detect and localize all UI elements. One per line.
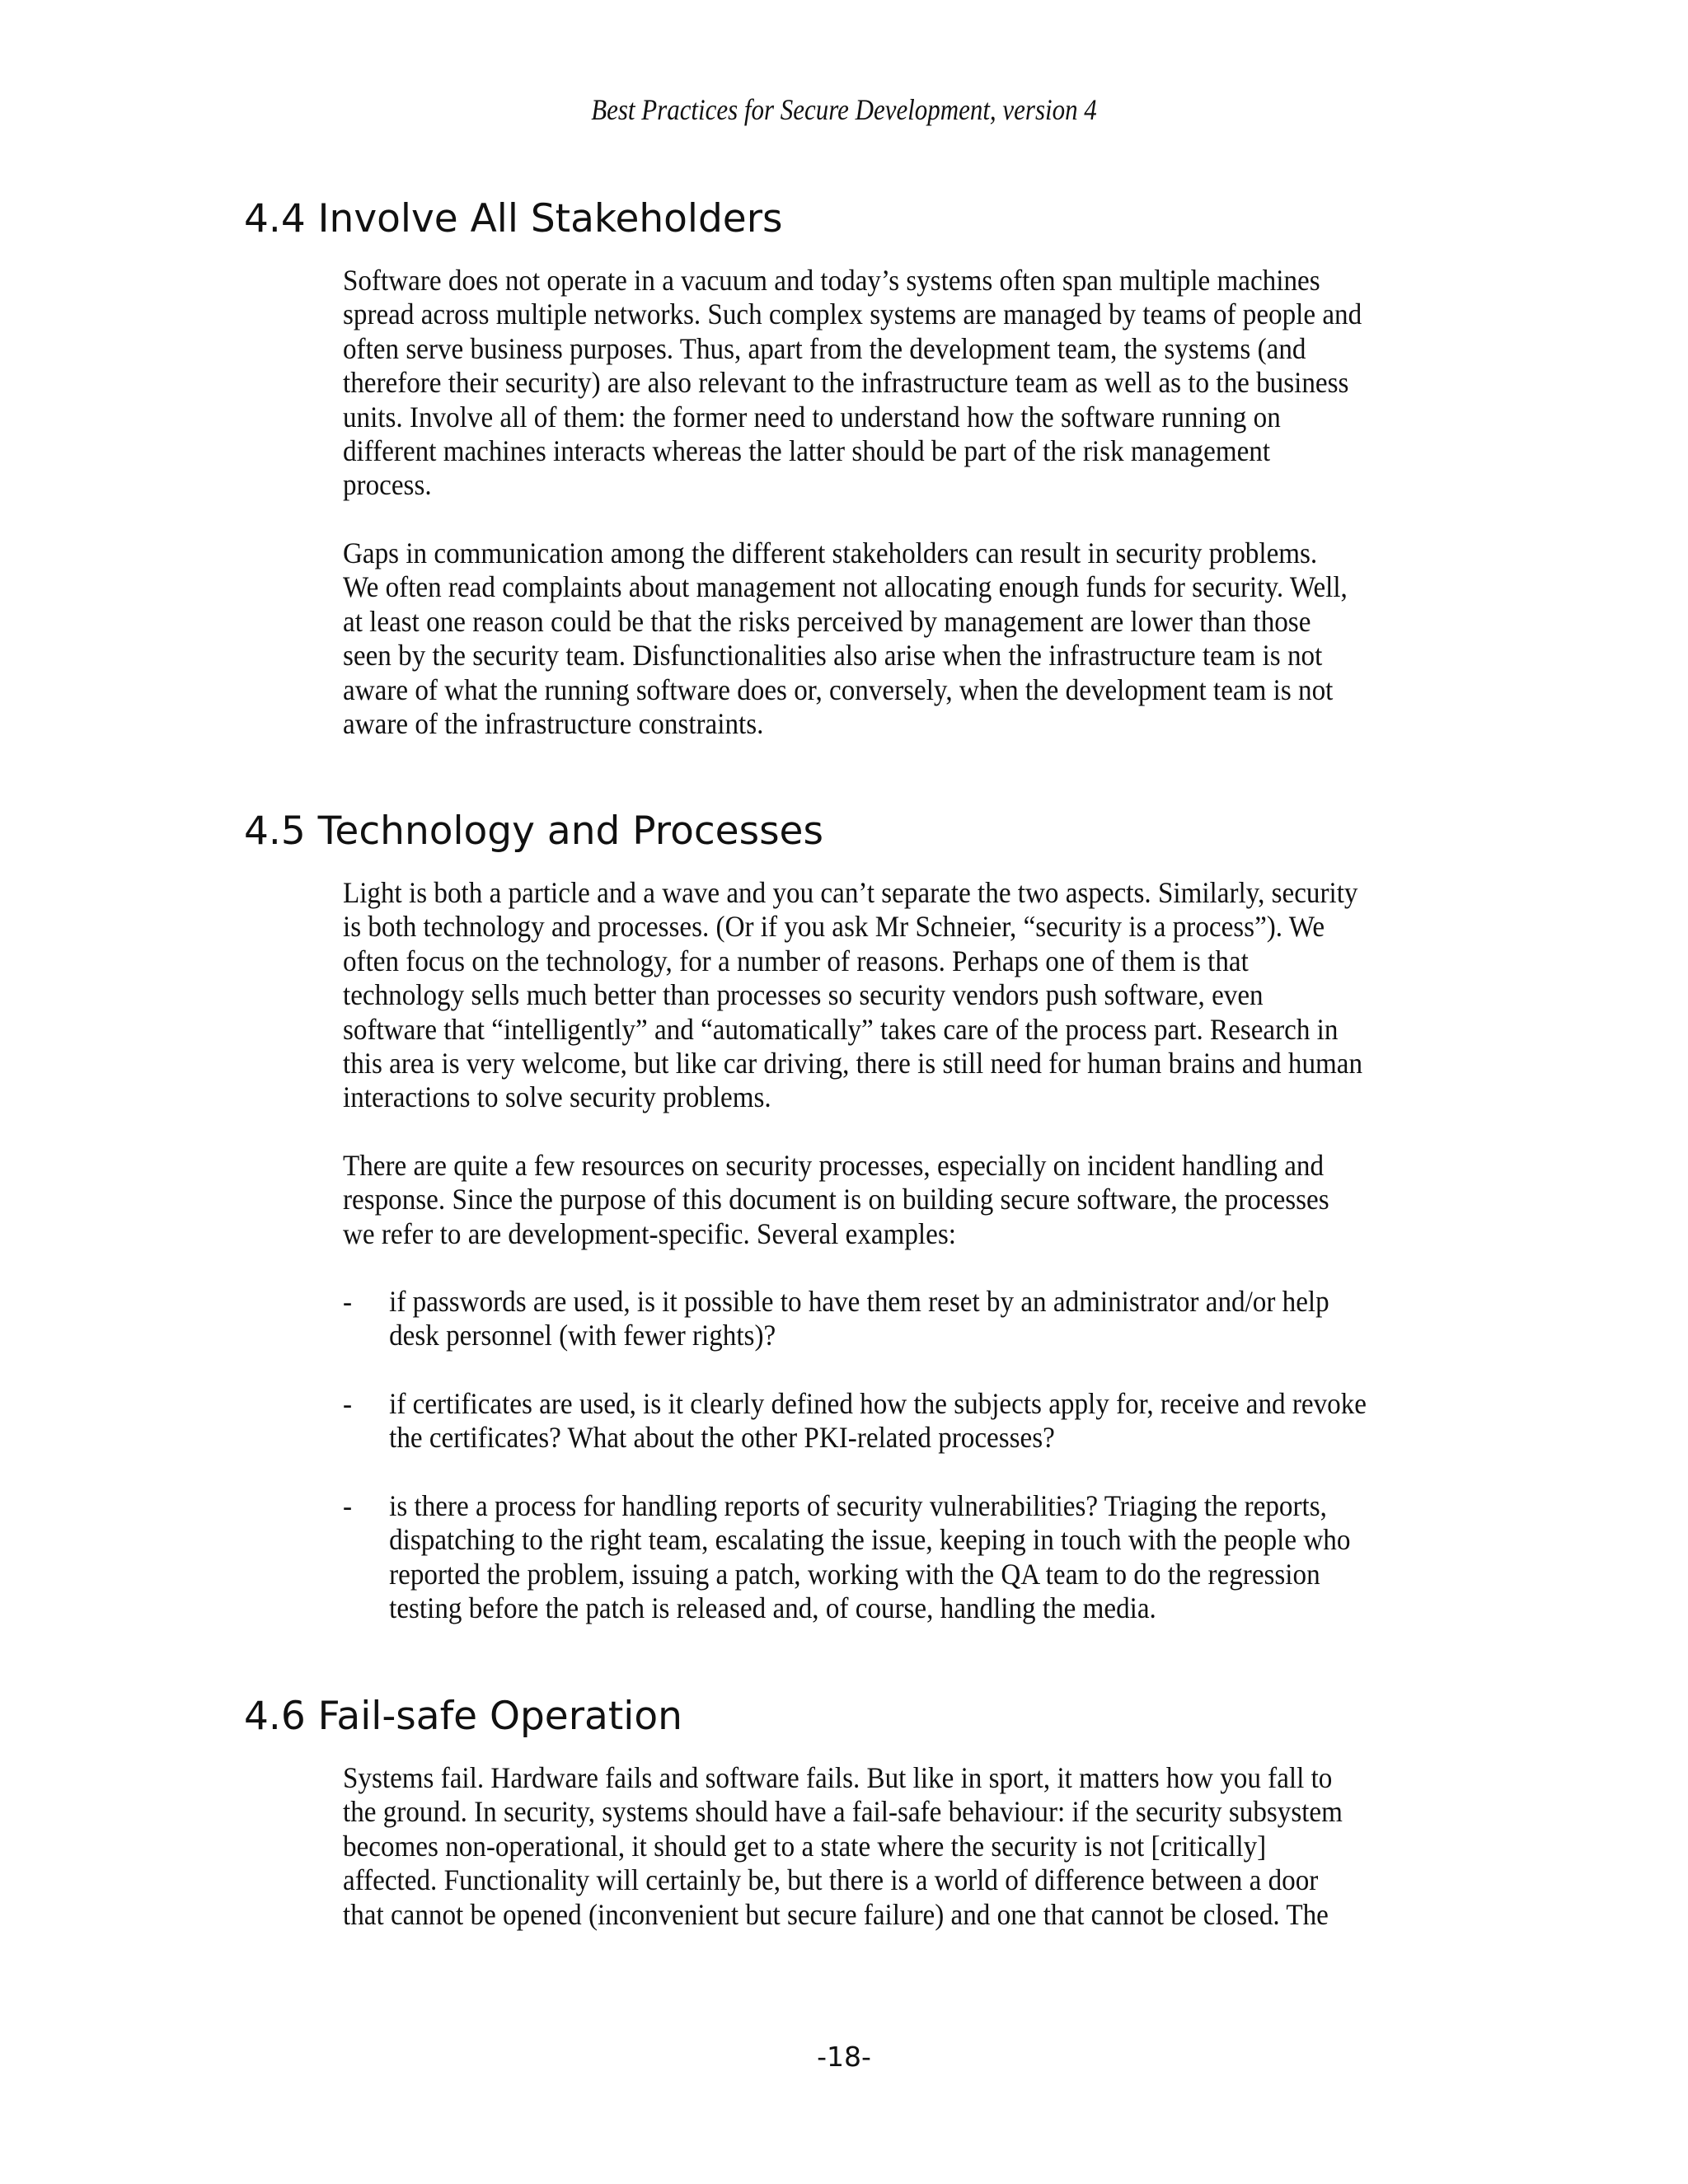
list-item-text: if certificates are used, is it clearly defined how the subjects apply for, receive and revoke the certificates? What about the other PKI-related processes? <box>389 1387 1367 1455</box>
paragraph-4-5-1: Light is both a particle and a wave and you can’t separate the two aspects. Similarly, security is both technology and processes. (Or if you ask Mr Schneier, “security is a process”). We often focus on the technology, for a number of reasons. Perhaps one of them is that technology sells much better than processes so security vendors push software, even software that “intelligently” and “automatically” takes care of the process part. Research in this area is very welcome, but like car driving, there is still need for human brains and human interactions to solve security problems. <box>343 876 1363 1114</box>
paragraph-4-6-1: Systems fail. Hardware fails and software fails. But like in sport, it matters how you fall to the ground. In security, systems should have a fail-safe behaviour: if the security subsystem becomes non-operational, it should get to a state where the security is not [critically] affected. Functionality will certainly be, but there is a world of difference between a door that cannot be opened (inconvenient but secure failure) and one that cannot be closed. The <box>343 1761 1343 1931</box>
paragraph-4-5-2: There are quite a few resources on security processes, especially on incident handling and response. Since the purpose of this document is on building secure software, the processes we refer to are development-specific. Several examples: <box>343 1149 1329 1250</box>
bullet-marker: - <box>343 1285 353 1318</box>
paragraph-4-4-1: Software does not operate in a vacuum and today’s systems often span multiple machines spread across multiple networks. Such complex systems are managed by teams of people and often serve business purposes. Thus, apart from the development team, the systems (and therefore their security) are also relevant to the infrastructure team as well as to the business units. Involve all of them: the former need to understand how the software running on different machines interacts whereas the latter should be part of the risk management process. <box>343 264 1362 502</box>
list-item-text: is there a process for handling reports of security vulnerabilities? Triaging the reports, dispatching to the right team, escalating the issue, keeping in touch with the people who reported the problem, issuing a patch, working with the QA team to do the regression testing before the patch is released and, of course, handling the media. <box>389 1489 1351 1625</box>
page-number: -18- <box>817 2041 871 2073</box>
running-header: Best Practices for Secure Development, version 4 <box>591 93 1097 126</box>
paragraph-4-4-2: Gaps in communication among the different stakeholders can result in security problems. We often read complaints about management not allocating enough funds for security. Well, at least one reason could be that the risks perceived by management are lower than those seen by the security team. Disfunctionalities also arise when the infrastructure team is not aware of what the running software does or, conversely, when the development team is not aware of the infrastructure constraints. <box>343 537 1348 741</box>
section-title-4-4: 4.4 Involve All Stakeholders <box>244 196 783 241</box>
bullet-marker: - <box>343 1489 353 1522</box>
section-title-4-5: 4.5 Technology and Processes <box>244 808 823 854</box>
list-item-text: if passwords are used, is it possible to have them reset by an administrator and/or help desk personnel (with fewer rights)? <box>389 1285 1329 1352</box>
section-title-4-6: 4.6 Fail-safe Operation <box>244 1694 682 1739</box>
bullet-marker: - <box>343 1387 353 1420</box>
